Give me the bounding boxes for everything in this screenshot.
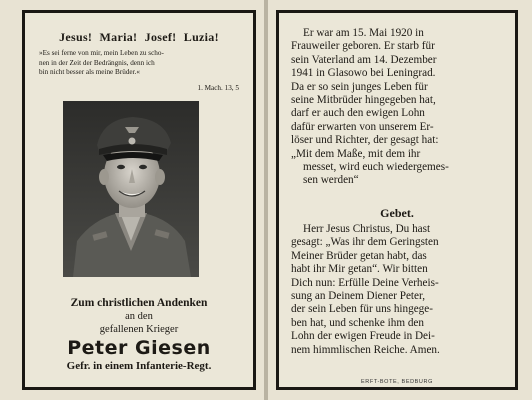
verse-line: nen in der Zeit der Bedrängnis, denn ich (39, 58, 155, 67)
bio-line: löser und Richter, der gesagt hat: (291, 134, 439, 147)
left-panel (22, 10, 256, 390)
soldier-portrait-photo (63, 101, 199, 277)
prayer-text (291, 223, 505, 357)
bio-line: 1941 in Glasowo bei Leningrad. (291, 67, 436, 80)
memorial-line-2: an den (125, 311, 153, 322)
name-josef: Josef! (144, 30, 177, 44)
bio-line: sein Vaterland am 14. Dezember (291, 53, 437, 66)
prayer-line: der sein Leben für uns hingege- (291, 303, 433, 316)
prayer-line: habt ihr Mir getan“. Wir bitten (291, 263, 428, 276)
name-maria: Maria! (99, 30, 138, 44)
bio-line: messet, wird euch wiedergemes- (303, 161, 449, 174)
verse-line: »Es sei ferne von mir, mein Leben zu scho- (39, 49, 164, 57)
holy-names (25, 30, 253, 45)
bio-line: seine Mitbrüder hingegeben hat, (291, 94, 436, 107)
bio-line: sen werden“ (303, 174, 359, 187)
prayer-line: Dich nun: Erfülle Deine Verheis- (291, 276, 439, 289)
biography-text (291, 27, 505, 188)
verse-line: bin nicht besser als meine Brüder.« (39, 68, 140, 77)
prayer-line: nem himmlischen Reiche. Amen. (291, 343, 440, 356)
person-name: Peter Giesen (67, 337, 211, 359)
prayer-line: ben hat, und schenke ihm den (291, 316, 424, 329)
bio-line: Er war am 15. Mai 1920 in (303, 27, 424, 39)
bio-line: Frauweiler geboren. Er starb für (291, 40, 435, 53)
prayer-line: sung an Deinem Diener Peter, (291, 290, 426, 303)
memorial-line-3: gefallenen Krieger (99, 324, 179, 335)
prayer-title: Gebet. (380, 206, 414, 220)
memorial-text (25, 296, 253, 373)
right-panel (276, 10, 518, 390)
military-rank: Gefr. in einem Infanterie-Regt. (66, 360, 212, 372)
bio-line: dafür erwarten von unserem Er- (291, 120, 434, 133)
name-jesus: Jesus! (59, 30, 93, 44)
bio-line: „Mit dem Maße, mit dem ihr (291, 147, 421, 160)
prayer-line: gesagt: „Was ihr dem Geringsten (291, 236, 439, 249)
bible-verse (39, 49, 239, 78)
prayer-line: Lohn der ewigen Freude in Dei- (291, 330, 435, 343)
card-fold (264, 0, 268, 400)
prayer-line: Meiner Brüder getan habt, das (291, 249, 427, 262)
portrait-image (63, 101, 199, 277)
bio-line: darf er auch den ewigen Lohn (291, 107, 425, 120)
bio-line: Da er so sein junges Leben für (291, 80, 428, 93)
memorial-line-1: Zum christlichen Andenken (70, 297, 208, 309)
name-luzia: Luzia! (183, 30, 219, 44)
verse-reference: 1. Mach. 13, 5 (197, 84, 239, 92)
prayer-line: Herr Jesus Christus, Du hast (303, 223, 431, 235)
printer-imprint: ERFT-BOTE, BEDBURG (361, 379, 433, 385)
